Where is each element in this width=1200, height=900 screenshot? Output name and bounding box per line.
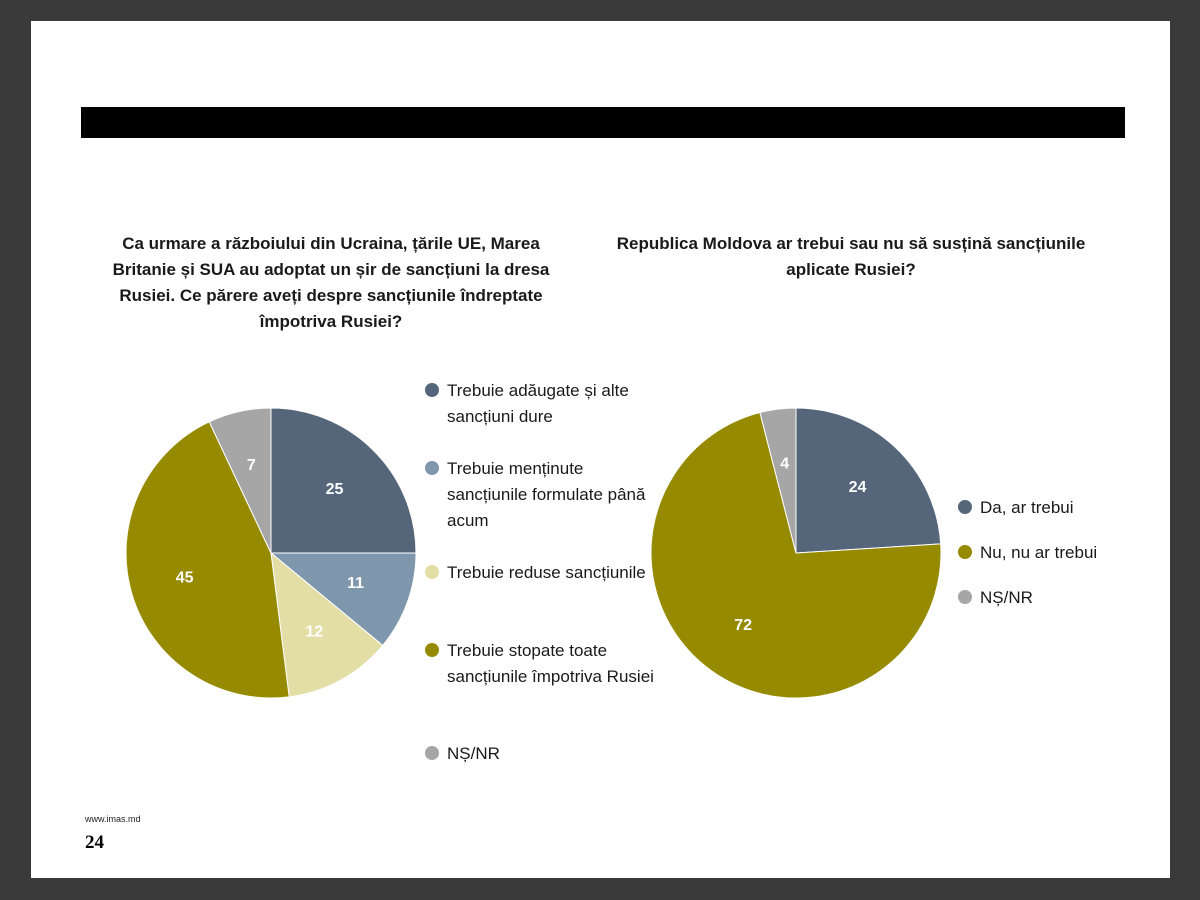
pie-slice-label: 24 [848, 478, 867, 496]
pie-slice-da-ar-trebui [796, 408, 941, 553]
legend-item [425, 560, 657, 586]
legend-dot [958, 500, 972, 514]
title-bar [81, 107, 1125, 138]
legend-label: NȘ/NR [980, 588, 1033, 607]
legend-item [425, 378, 657, 430]
pie-chart-sanctions-opinion [126, 408, 416, 698]
legend-item [425, 456, 657, 534]
pie-chart-moldova-support [651, 408, 941, 698]
pie-slice-label: 4 [780, 455, 790, 473]
legend-dot [958, 590, 972, 604]
pie-slice-label: 12 [305, 623, 324, 641]
question1-title: Ca urmare a războiului din Ucraina, țările UE, Marea Britanie și SUA au adoptat un șir de sancțiuni la dresa Rusiei. Ce părere aveți despre sancțiunile îndreptate împotriva Rusiei? [112, 234, 550, 331]
legend-label: NȘ/NR [447, 744, 500, 763]
slide [31, 21, 1170, 878]
legend-item [958, 585, 1033, 611]
page-number: 24 [85, 832, 104, 853]
legend-item [958, 540, 1097, 566]
pie-slice-label: 7 [246, 456, 256, 474]
legend-label: Da, ar trebui [980, 498, 1074, 517]
pie-slice-label: 11 [347, 574, 365, 592]
legend-dot [425, 383, 439, 397]
legend-dot [425, 746, 439, 760]
pie-slice-label: 45 [175, 569, 194, 587]
legend-dot [425, 461, 439, 475]
pie-slice-label: 72 [734, 617, 753, 635]
legend-item [958, 495, 1074, 521]
question2-title: Republica Moldova ar trebui sau nu să susțină sancțiunile aplicate Rusiei? [616, 234, 1086, 279]
legend-dot [425, 643, 439, 657]
legend-label: Trebuie menținute sancțiunile formulate până acum [447, 459, 646, 530]
legend-label: Trebuie reduse sancțiunile [447, 563, 646, 582]
legend-item [425, 638, 657, 690]
legend-dot [425, 565, 439, 579]
legend-item [425, 741, 657, 767]
pie-slice-trebuie-adaugate-si-alte-sanctiuni-dure [271, 408, 416, 553]
legend-label: Nu, nu ar trebui [980, 543, 1098, 562]
pie-slice-label: 25 [325, 480, 344, 498]
legend-dot [958, 545, 972, 559]
source-url: www.imas.md [85, 814, 141, 824]
legend-label: Trebuie adăugate și alte sancțiuni dure [447, 381, 629, 426]
legend-label: Trebuie stopate toate sancțiunile împotriva Rusiei [447, 641, 654, 686]
